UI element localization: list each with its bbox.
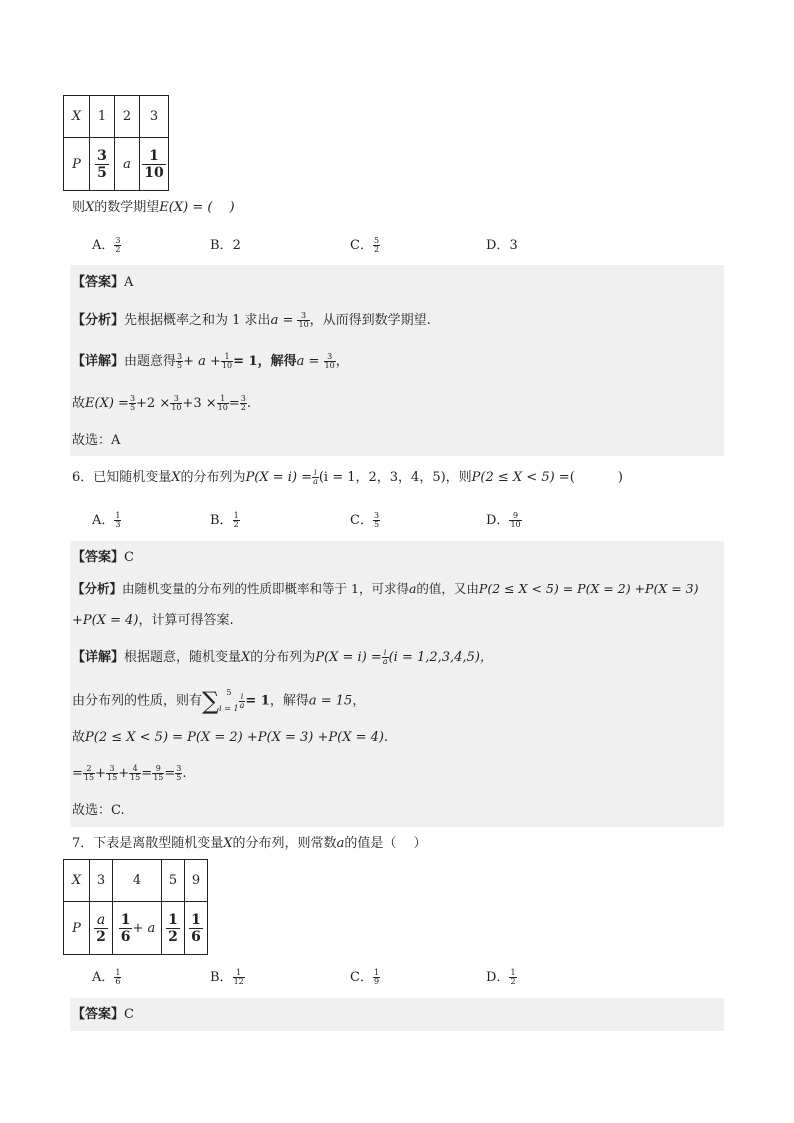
text: 的数学期望 <box>94 200 160 215</box>
text: X <box>241 650 251 665</box>
frac-den: a <box>382 657 388 666</box>
frac-den: 10 <box>324 361 335 370</box>
table-x-label: X <box>64 96 90 138</box>
table-cell <box>162 902 185 955</box>
frac-den: 15 <box>153 773 164 782</box>
q7-answer <box>72 1005 134 1025</box>
sum-symbol: ∑ <box>202 687 220 715</box>
q5-distribution-table <box>63 95 169 191</box>
q6-analysis-line2 <box>72 611 234 631</box>
text: . <box>246 396 251 411</box>
q6-therefore <box>72 728 388 748</box>
text: 故选：A <box>72 433 121 448</box>
table-cell: 1 <box>90 96 115 138</box>
text: ， <box>335 354 349 369</box>
option-label: D． <box>486 970 510 985</box>
frac-den: 2 <box>240 403 246 412</box>
frac-den: a <box>239 700 245 710</box>
analysis-tag: 【分析】 <box>72 313 125 328</box>
option-label: C． <box>350 513 373 528</box>
frac-den: 10 <box>221 361 233 370</box>
option-value: 2 <box>232 238 241 253</box>
text: ，计算可得答案. <box>138 613 234 628</box>
q7-prompt <box>72 834 426 854</box>
table-cell <box>185 902 208 955</box>
text: (i = 1，2，3，4，5)，则 <box>318 470 472 485</box>
q6-choose <box>72 801 125 821</box>
q6-option-c[interactable] <box>350 511 380 531</box>
frac-den: 2 <box>233 520 239 529</box>
frac-num: 2 <box>86 764 92 773</box>
q7-distribution-table <box>63 859 208 955</box>
table-cell <box>113 902 162 955</box>
frac-den: 2 <box>510 977 516 986</box>
q6-answer <box>72 548 134 568</box>
table-cell: 3 <box>90 860 113 902</box>
frac-num: i <box>383 648 387 657</box>
frac-num: 3 <box>115 236 121 245</box>
text: 的分布列，则常数 <box>232 836 337 851</box>
frac-den: 10 <box>144 164 164 181</box>
answer-tag: 【答案】 <box>72 550 125 565</box>
table-cell: a <box>115 138 140 191</box>
q5-choose <box>72 431 120 451</box>
q7-option-b[interactable] <box>210 968 245 988</box>
frac-num: 1 <box>233 511 239 520</box>
answer-value: C <box>124 1007 134 1022</box>
text: 故 <box>72 396 86 411</box>
frac-num: 1 <box>224 352 230 361</box>
frac-den: 5 <box>177 361 183 370</box>
frac-num: 1 <box>168 911 178 928</box>
frac-den: 6 <box>115 977 121 986</box>
frac-num: 3 <box>327 352 333 361</box>
text: a = <box>296 354 324 369</box>
frac-num: 3 <box>240 394 246 403</box>
frac-num: 1 <box>115 511 121 520</box>
text: . <box>182 766 187 781</box>
frac-den: 10 <box>298 320 309 329</box>
sum-upper: 5 <box>226 688 232 697</box>
q5-option-a[interactable] <box>92 236 121 256</box>
frac-num: i <box>314 468 317 477</box>
table-cell <box>90 902 113 955</box>
option-label: C． <box>350 238 373 253</box>
frac-den: 5 <box>373 520 380 529</box>
q5-detail <box>72 352 349 372</box>
frac-den: 2 <box>96 928 106 945</box>
text: X <box>223 836 233 851</box>
q6-detail <box>72 648 493 668</box>
frac-num: 1 <box>115 968 121 977</box>
text: = <box>164 766 176 781</box>
text: X <box>85 200 95 215</box>
text: P(X = i) = <box>245 470 313 485</box>
answer-value: C <box>124 550 134 565</box>
text: + a + <box>183 354 221 369</box>
text: a = <box>270 313 298 328</box>
frac-num: 1 <box>220 394 226 403</box>
text: = <box>228 396 240 411</box>
text: = 1，解得 <box>233 354 297 369</box>
frac-den: 2 <box>373 245 380 254</box>
q7-option-d[interactable] <box>486 968 517 988</box>
q6-equation <box>72 764 187 784</box>
option-label: A． <box>92 238 115 253</box>
frac-num: 3 <box>97 147 107 164</box>
frac-num: 3 <box>177 352 183 361</box>
text: E(X) = ( ) <box>159 200 235 215</box>
frac-num: 1 <box>510 968 516 977</box>
text: = 1 <box>245 693 270 709</box>
frac-den: 5 <box>129 403 136 412</box>
text: ，解得 <box>269 693 309 709</box>
frac-num: 1 <box>373 968 380 977</box>
q5-option-b[interactable] <box>210 236 241 256</box>
text: 6．已知随机变量 <box>72 470 172 485</box>
frac-den: 10 <box>171 403 182 412</box>
option-label: A． <box>92 513 115 528</box>
text: 由随机变量的分布列的性质即概率和等于 1，可求得 <box>122 581 409 596</box>
q6-sum-line <box>72 688 365 715</box>
option-label: A． <box>92 970 115 985</box>
text: ( ) <box>569 470 623 485</box>
text: = <box>141 766 153 781</box>
frac-num: i <box>240 691 244 701</box>
q6-prompt <box>72 468 623 488</box>
q7-solution-block <box>70 998 724 1031</box>
text: a = 15 <box>308 693 353 709</box>
frac-den: 12 <box>233 977 244 986</box>
text: 的值是（ ） <box>344 836 427 851</box>
text: P(2 ≤ X < 5) = P(X = 2) +P(X = 3) +P(X = 4) <box>85 730 384 745</box>
table-cell: 5 <box>162 860 185 902</box>
frac-den: a <box>313 477 318 486</box>
answer-tag: 【答案】 <box>72 1007 125 1022</box>
text: a <box>408 581 417 596</box>
text: + <box>95 766 106 781</box>
frac-den: 6 <box>191 928 201 945</box>
frac-den: 6 <box>120 928 131 945</box>
option-label: B． <box>210 970 233 985</box>
table-cell <box>140 138 169 191</box>
frac-num: 9 <box>155 764 161 773</box>
text: 7．下表是离散型随机变量 <box>72 836 224 851</box>
option-label: D． <box>486 238 510 253</box>
text: 的分布列为 <box>250 650 316 665</box>
q5-prompt <box>72 198 235 218</box>
q6-option-d[interactable] <box>486 511 522 531</box>
text: a <box>336 836 345 851</box>
option-label: C． <box>350 970 373 985</box>
frac-num: 3 <box>373 511 380 520</box>
text: + <box>118 766 130 781</box>
frac-den: 10 <box>510 520 521 529</box>
text: P(2 ≤ X < 5) = P(X = 2) +P(X = 3) <box>478 581 699 596</box>
frac-den: 2 <box>115 245 121 254</box>
option-value: 3 <box>509 238 518 253</box>
frac-num: 3 <box>109 764 115 773</box>
table-cell: 4 <box>113 860 162 902</box>
text: 故 <box>72 730 86 745</box>
text: 的值，又由 <box>416 581 479 596</box>
frac-den: 10 <box>217 403 228 412</box>
q6-option-a[interactable] <box>92 511 121 531</box>
q5-option-c[interactable] <box>350 236 380 256</box>
frac-num: 1 <box>120 911 131 928</box>
q5-option-d[interactable] <box>486 236 518 256</box>
frac-num: 3 <box>173 394 179 403</box>
text: 故选：C. <box>72 803 125 818</box>
text: (i = 1,2,3,4,5)， <box>388 650 493 665</box>
answer-tag: 【答案】 <box>72 275 125 290</box>
frac-den: 2 <box>168 928 178 945</box>
text: +2 × <box>136 396 171 411</box>
q7-option-c[interactable] <box>350 968 380 988</box>
frac-den: 15 <box>130 773 141 782</box>
frac-num: 3 <box>129 394 136 403</box>
table-p-label: P <box>64 902 90 955</box>
text: 由分布列的性质，则有 <box>72 693 203 709</box>
frac-den: 9 <box>373 977 380 986</box>
text: +3 × <box>182 396 217 411</box>
q6-analysis <box>72 579 698 599</box>
q5-calc <box>72 394 251 414</box>
frac-den: 3 <box>115 520 121 529</box>
frac-num: 1 <box>236 968 242 977</box>
frac-num: 1 <box>191 911 201 928</box>
option-label: B． <box>210 238 233 253</box>
frac-den: 5 <box>176 773 182 782</box>
table-cell: 3 <box>140 96 169 138</box>
table-x-label: X <box>64 860 90 902</box>
detail-tag: 【详解】 <box>72 650 125 665</box>
option-label: D． <box>486 513 510 528</box>
text: X <box>171 470 181 485</box>
frac-den: 15 <box>83 773 95 782</box>
frac-num: 3 <box>176 764 182 773</box>
text: P(X = i) = <box>315 650 382 665</box>
frac-den: 5 <box>97 164 107 181</box>
text: 则 <box>72 200 86 215</box>
text: + a <box>132 920 156 936</box>
answer-value: A <box>124 275 134 290</box>
q5-analysis <box>72 311 431 331</box>
frac-den: 15 <box>107 773 118 782</box>
text: +P(X = 4) <box>72 613 139 628</box>
frac-num: 4 <box>132 764 138 773</box>
table-cell: 2 <box>115 96 140 138</box>
text: 先根据概率之和为 1 求出 <box>124 313 271 328</box>
analysis-tag: 【分析】 <box>72 581 123 596</box>
text: . <box>383 730 389 745</box>
text: E(X) = <box>85 396 129 411</box>
frac-num: 3 <box>301 311 307 320</box>
text: 的分布列为 <box>180 470 246 485</box>
frac-num: 5 <box>373 236 380 245</box>
q6-option-b[interactable] <box>210 511 240 531</box>
text: = <box>72 766 83 781</box>
sum-lower: i = 1 <box>219 704 239 713</box>
table-cell: 9 <box>185 860 208 902</box>
frac-num: 9 <box>512 511 519 520</box>
frac-num: 1 <box>149 147 159 164</box>
q7-option-a[interactable] <box>92 968 121 988</box>
text: ， <box>352 693 366 709</box>
option-label: B． <box>210 513 233 528</box>
text: ，从而得到数学期望. <box>309 313 431 328</box>
frac-num: a <box>96 911 106 928</box>
text: P(2 ≤ X < 5) = <box>471 470 570 485</box>
text: 由题意得 <box>124 354 177 369</box>
table-cell <box>90 138 115 191</box>
detail-tag: 【详解】 <box>72 354 125 369</box>
table-p-label: P <box>64 138 90 191</box>
q5-answer <box>72 273 133 293</box>
text: 根据题意，随机变量 <box>124 650 242 665</box>
